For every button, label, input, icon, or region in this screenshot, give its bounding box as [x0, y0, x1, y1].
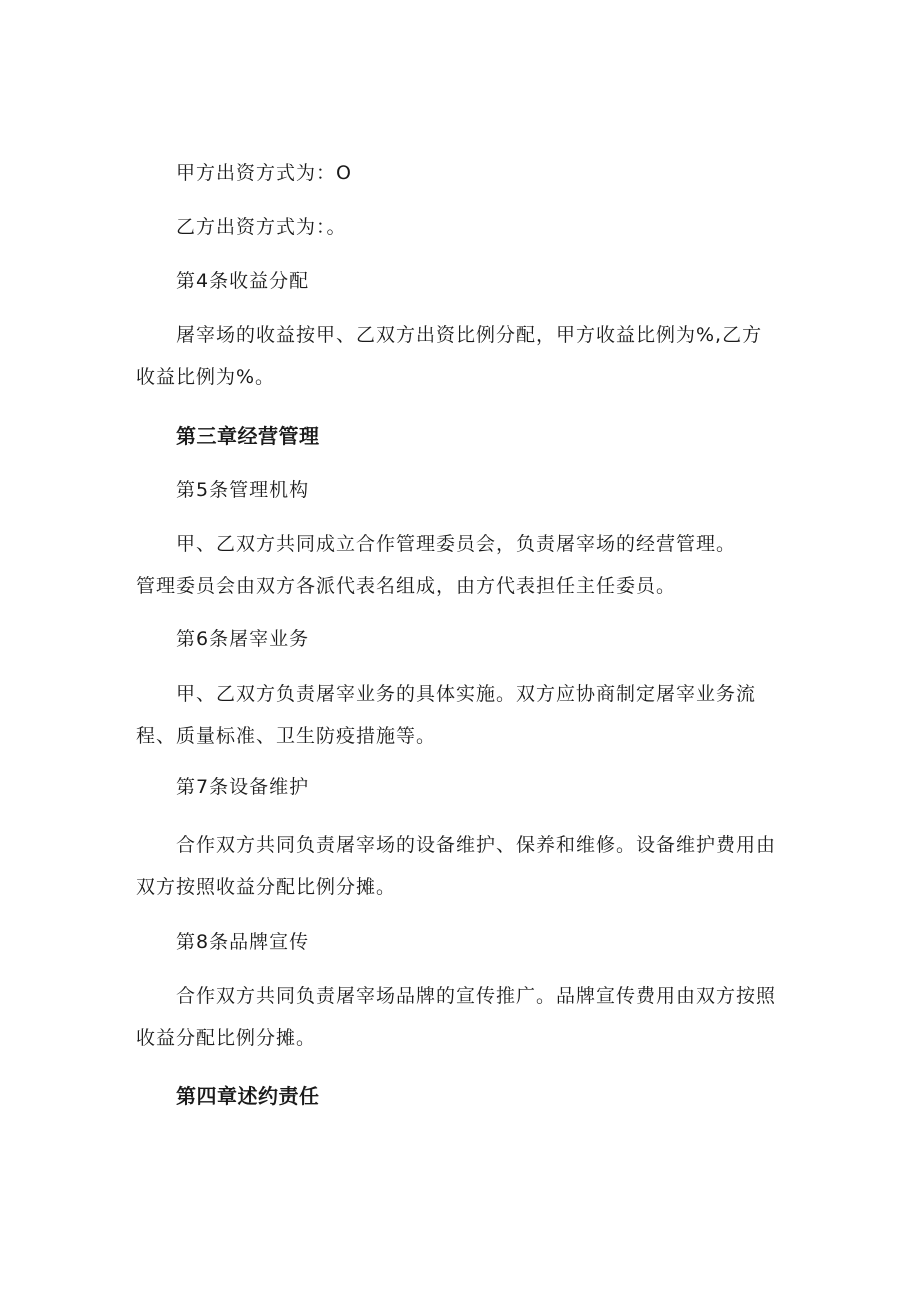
article-8-body-line-2: 收益分配比例分摊。 — [136, 1027, 317, 1049]
article-7-body-line-2: 双方按照收益分配比例分摊。 — [136, 876, 397, 898]
party-a-contribution-line: 甲方出资方式为：O — [176, 162, 352, 184]
article-4-body-line-1: 屠宰场的收益按甲、乙双方出资比例分配，甲方收益比例为%,乙方 — [176, 324, 763, 346]
article-5-body-line-1: 甲、乙双方共同成立合作管理委员会，负责屠宰场的经营管理。 — [176, 533, 737, 555]
article-4-title: 第4条收益分配 — [176, 270, 310, 292]
chapter-4-title: 第四章述约责任 — [176, 1084, 320, 1108]
chapter-3-title: 第三章经营管理 — [176, 424, 320, 448]
party-b-contribution-line: 乙方出资方式为：。 — [176, 216, 347, 238]
article-6-title: 第6条屠宰业务 — [176, 628, 310, 650]
article-8-body-line-1: 合作双方共同负责屠宰场品牌的宣传推广。品牌宣传费用由双方按照 — [176, 985, 777, 1007]
article-6-body-line-2: 程、质量标准、卫生防疫措施等。 — [136, 725, 437, 747]
article-8-title: 第8条品牌宣传 — [176, 931, 310, 953]
article-6-body-line-1: 甲、乙双方负责屠宰业务的具体实施。双方应协商制定屠宰业务流 — [176, 683, 757, 705]
article-4-body-line-2: 收益比例为%。 — [136, 366, 276, 388]
article-7-title: 第7条设备维护 — [176, 776, 310, 798]
article-7-body-line-1: 合作双方共同负责屠宰场的设备维护、保养和维修。设备维护费用由 — [176, 834, 777, 856]
article-5-body-line-2: 管理委员会由双方各派代表名组成，由方代表担任主任委员。 — [136, 575, 677, 597]
article-5-title: 第5条管理机构 — [176, 479, 310, 501]
